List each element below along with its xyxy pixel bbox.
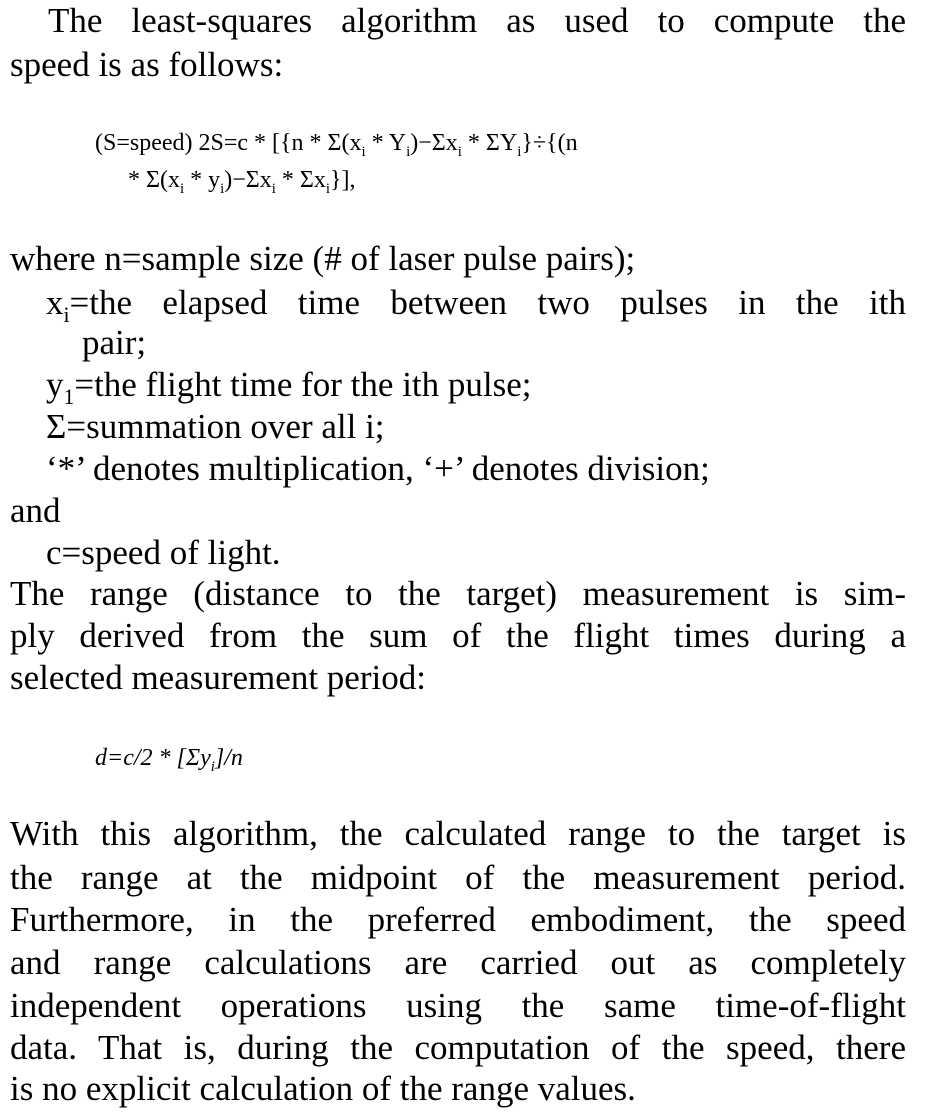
y-definition: $y_1=the$ flight time for the ith pulse; xyxy=(46,365,532,409)
range-line-2: ply derived from the sum of the flight times during a xyxy=(10,616,906,655)
speed-formula-line-1: (S=speed) $2S=c * [\{n * \Sigma(x_i * Y_i)-\Sigma x_i * \Sigma Y_i\}\div\{(n$ xyxy=(95,130,578,160)
final-line-6: data. That is, during the computation of the speed, there xyxy=(10,1028,906,1067)
sigma-definition: Σ=summation over all i; xyxy=(46,407,385,446)
x-definition-continued: pair; xyxy=(82,323,147,362)
and-word: and xyxy=(10,491,61,530)
final-line-2: the range at the midpoint of the measurement period. xyxy=(10,858,906,897)
range-formula: $d=c/2 * [\Sigma y_i]/n$ xyxy=(95,745,243,775)
operators-definition: ‘*’ denotes multiplication, ‘+’ denotes division; xyxy=(46,449,710,488)
range-line-3: selected measurement period: xyxy=(10,658,426,697)
intro-line-1: The least-squares algorithm as used to compute the xyxy=(48,1,906,40)
final-line-7: is no explicit calculation of the range values. xyxy=(10,1069,636,1108)
final-line-5: independent operations using the same time-of-flight xyxy=(10,986,906,1025)
final-line-4: and range calculations are carried out as completely xyxy=(10,943,906,982)
final-line-3: Furthermore, in the preferred embodiment, the speed xyxy=(10,900,906,939)
final-line-1: With this algorithm, the calculated range to the target is xyxy=(10,814,906,853)
where-line: where n=sample size (# of laser pulse pairs); xyxy=(10,239,636,278)
intro-line-2: speed is as follows: xyxy=(10,45,284,84)
c-definition: c=speed of light. xyxy=(46,533,281,572)
speed-formula-line-2: * $\Sigma(x_i * y_i)-\Sigma x_i * \Sigma x_i$}], xyxy=(128,167,356,197)
range-line-1: The range (distance to the target) measurement is sim- xyxy=(10,574,906,613)
x-definition: $x_i=the$ elapsed time between two pulses in the ith xyxy=(46,283,906,327)
